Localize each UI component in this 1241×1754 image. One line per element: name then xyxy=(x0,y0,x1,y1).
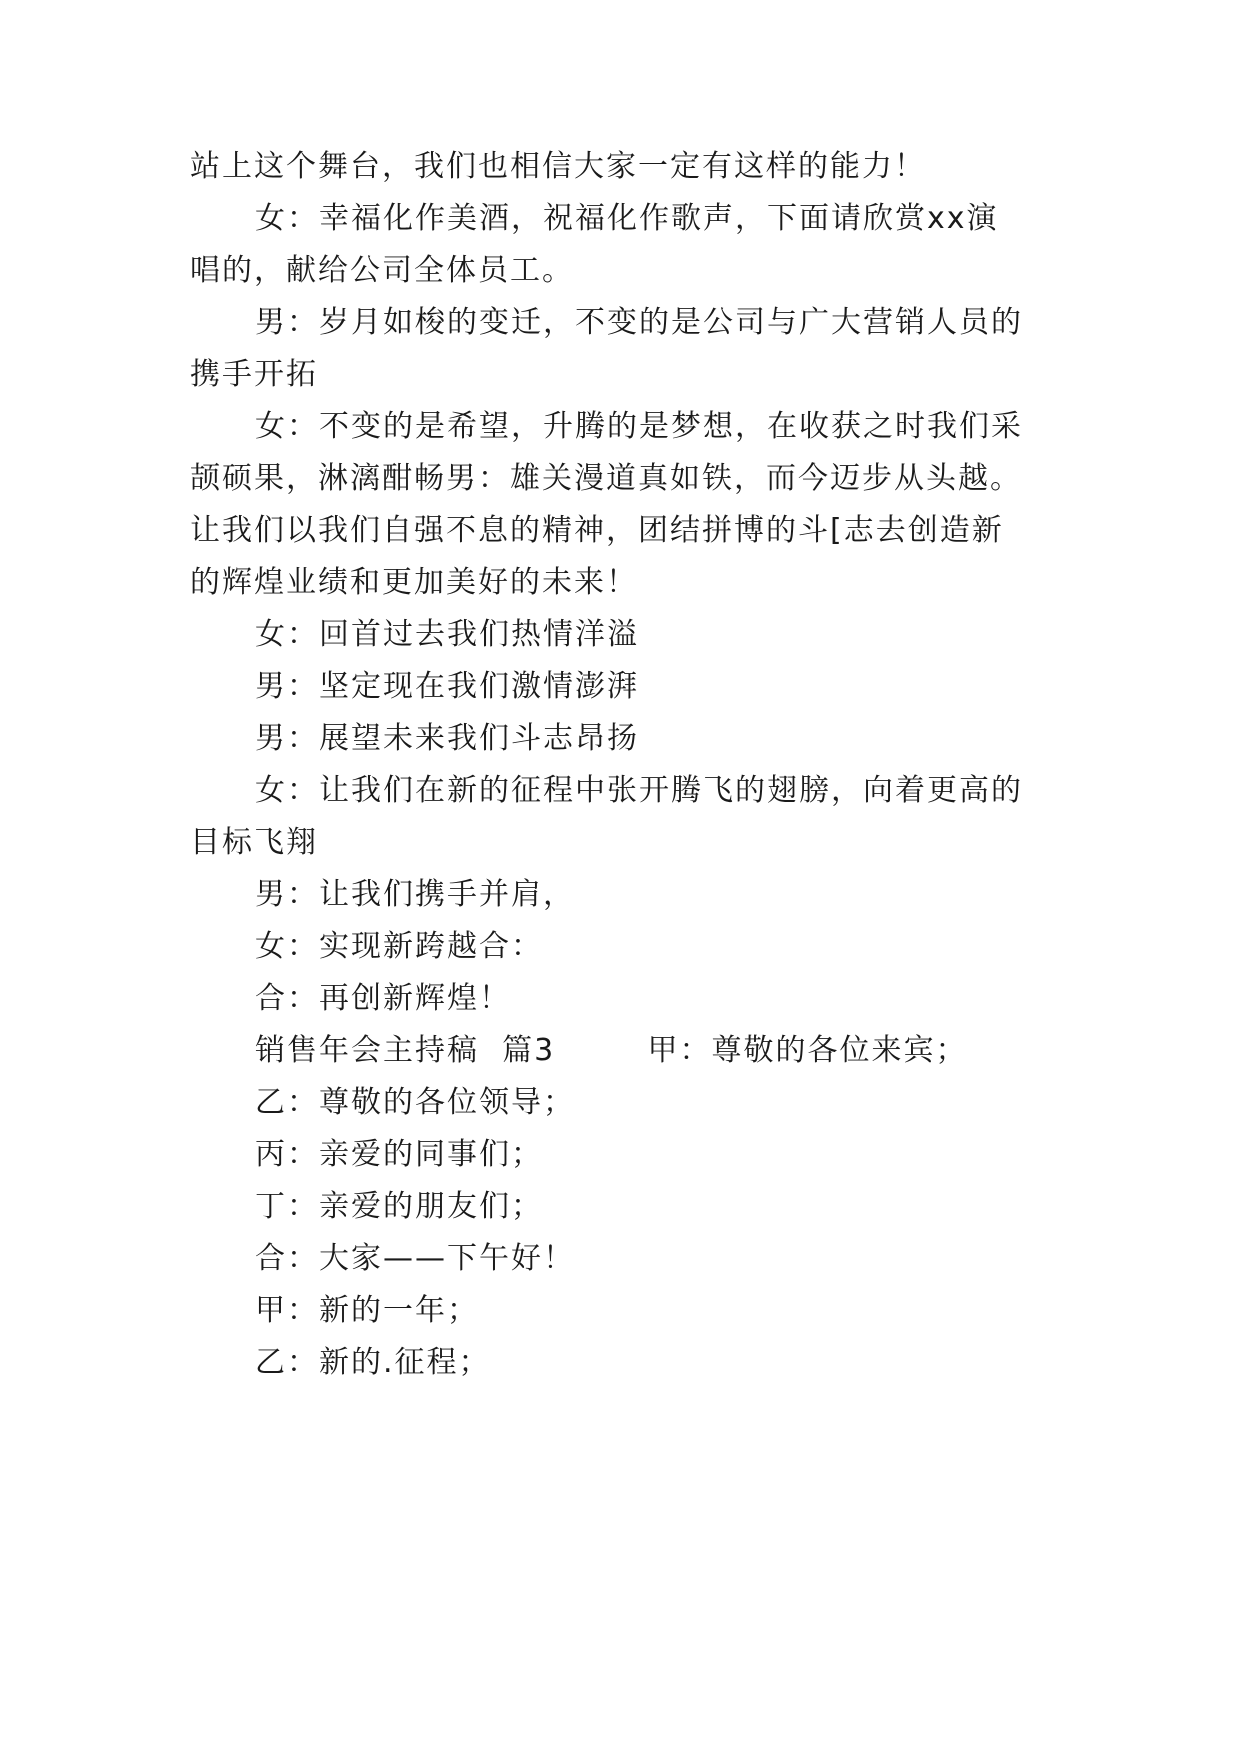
text-line: 丁：亲爱的朋友们； xyxy=(255,1189,543,1224)
text-line: 女：幸福化作美酒，祝福化作歌声，下面请欣赏xx演 xyxy=(255,201,999,236)
text-line: 甲：新的一年； xyxy=(255,1293,479,1328)
text-line: 目标飞翔 xyxy=(190,825,318,860)
text-line: 的辉煌业绩和更加美好的未来！ xyxy=(190,565,638,600)
text-line: 男：让我们携手并肩， xyxy=(255,877,575,912)
text-line: 乙：新的.征程； xyxy=(255,1345,491,1380)
text-line: 丙：亲爱的同事们； xyxy=(255,1137,543,1172)
text-line: 男：展望未来我们斗志昂扬 xyxy=(255,721,639,756)
text-line: 乙：尊敬的各位领导； xyxy=(255,1085,575,1120)
text-line: 合：再创新辉煌！ xyxy=(255,981,511,1016)
text-line: 女：不变的是希望，升腾的是梦想，在收获之时我们采 xyxy=(255,409,1023,444)
text-line: 让我们以我们自强不息的精神，团结拼博的斗[志去创造新 xyxy=(190,513,1004,548)
text-line: 颉硕果，淋漓酣畅男：雄关漫道真如铁，而今迈步从头越。 xyxy=(190,461,1022,496)
text-line: 唱的，献给公司全体员工。 xyxy=(190,253,574,288)
text-line: 女：回首过去我们热情洋溢 xyxy=(255,617,639,652)
text-line: 合：大家——下午好！ xyxy=(255,1241,575,1276)
section-heading-line: 销售年会主持稿 篇3 甲：尊敬的各位来宾； xyxy=(255,1033,968,1068)
text-line: 女：让我们在新的征程中张开腾飞的翅膀，向着更高的 xyxy=(255,773,1023,808)
text-line: 男：岁月如梭的变迁，不变的是公司与广大营销人员的 xyxy=(255,305,1023,340)
text-line: 女：实现新跨越合： xyxy=(255,929,543,964)
text-line: 站上这个舞台，我们也相信大家一定有这样的能力！ xyxy=(190,149,926,184)
text-line: 男：坚定现在我们激情澎湃 xyxy=(255,669,639,704)
text-line: 携手开拓 xyxy=(190,357,318,392)
